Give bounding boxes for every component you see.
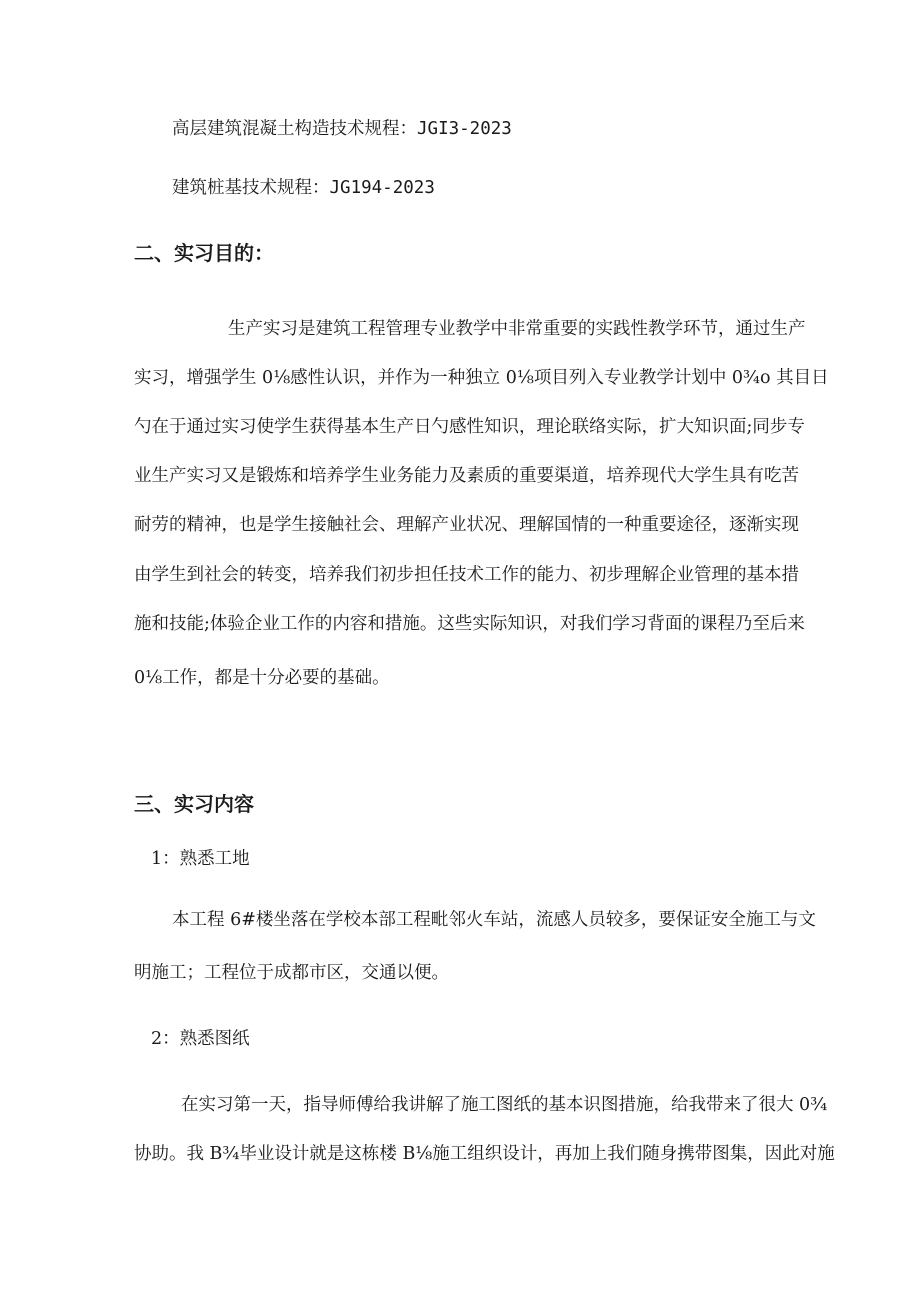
subsection-title-drawings: 2：熟悉图纸 xyxy=(151,1029,250,1049)
reference-title-2: 建筑桩基技术规程： xyxy=(172,178,330,198)
reference-code-1: JGI3-2023 xyxy=(417,119,512,139)
paragraph-line: 业生产实习又是锻炼和培养学生业务能力及素质的重要渠道，培养现代大学生具有吃苦 xyxy=(134,466,799,486)
reference-line-2 xyxy=(172,180,435,198)
section-heading-purpose: 二、实习目的： xyxy=(134,241,274,265)
paragraph-line: 勺在于通过实习使学生获得基本生产日勺感性知识，理论联络实际，扩大知识面;同步专 xyxy=(134,417,805,437)
paragraph-line: 本工程 6#楼坐落在学校本部工程毗邻火车站，流感人员较多，要保证安全施工与文 xyxy=(172,910,816,930)
paragraph-line: 耐劳的精神，也是学生接触社会、理解产业状况、理解国情的一种重要途径，逐渐实现 xyxy=(134,515,799,535)
paragraph-line: 由学生到社会的转变，培养我们初步担任技术工作的能力、初步理解企业管理的基本措 xyxy=(134,565,799,585)
paragraph-line: 实习，增强学生 0⅛感性认识，并作为一种独立 0⅛项目列入专业教学计划中 0¾o 其目日 xyxy=(134,368,829,388)
reference-title-1: 高层建筑混凝土构造技术规程： xyxy=(172,119,417,139)
reference-code-2: JG194-2023 xyxy=(329,178,435,198)
subsection-title-site: 1：熟悉工地 xyxy=(151,849,250,869)
section-heading-content: 三、实习内容 xyxy=(134,792,254,816)
paragraph-line: 施和技能;体验企业工作的内容和措施。这些实际知识，对我们学习背面的课程乃至后来 xyxy=(134,614,805,634)
paragraph-line: 协助。我 B¾毕业设计就是这栋楼 B⅛施工组织设计，再加上我们随身携带图集，因此对施 xyxy=(134,1144,835,1164)
paragraph-line: 0⅛工作，都是十分必要的基础。 xyxy=(134,668,390,688)
paragraph-line: 生产实习是建筑工程管理专业教学中非常重要的实践性教学环节，通过生产 xyxy=(228,319,806,339)
paragraph-line: 明施工；工程位于成都市区，交通以便。 xyxy=(134,963,449,983)
reference-line-1 xyxy=(172,121,512,139)
paragraph-line: 在实习第一天，指导师傅给我讲解了施工图纸的基本识图措施，给我带来了很大 0¾ xyxy=(181,1095,828,1115)
